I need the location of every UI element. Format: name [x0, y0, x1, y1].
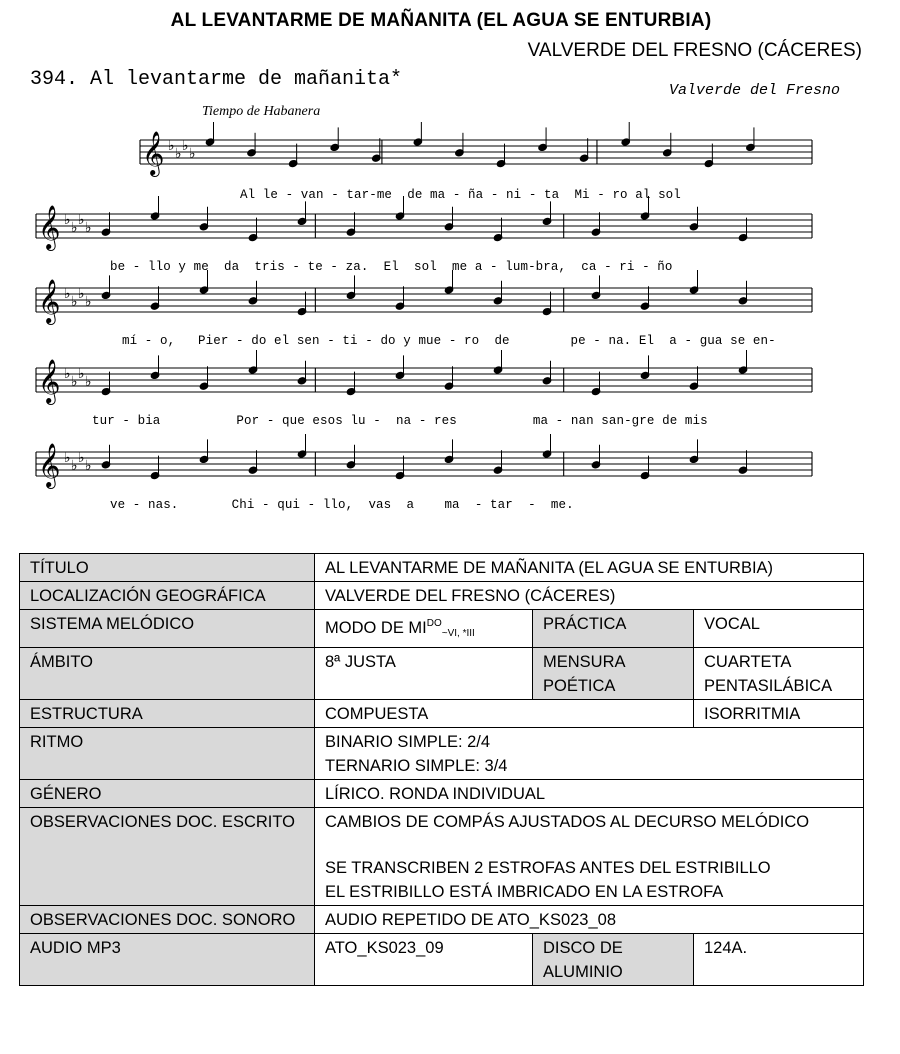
value-genero: LÍRICO. RONDA INDIVIDUAL — [315, 780, 864, 808]
value-obs-escrito — [315, 808, 864, 906]
row-titulo — [20, 554, 864, 582]
label-genero: GÉNERO — [20, 780, 315, 808]
flat-icon: ♭ — [78, 212, 85, 228]
value-sistema — [315, 610, 533, 648]
score-tempo: Tiempo de Habanera — [202, 104, 321, 119]
label-disco: DISCO DE ALUMINIO — [533, 934, 694, 986]
flat-icon: ♭ — [175, 146, 182, 162]
value-audio: ATO_KS023_09 — [315, 934, 533, 986]
flat-icon: ♭ — [85, 294, 92, 310]
lyric-line-5: ve - nas. Chi - qui - llo, vas a ma - tar - me. — [110, 498, 574, 512]
document-title: AL LEVANTARME DE MAÑANITA (EL AGUA SE ENTURBIA) — [170, 10, 712, 31]
label-ambito: ÁMBITO — [20, 648, 315, 700]
score-heading: 394. Al levantarme de mañanita* — [30, 68, 403, 91]
treble-clef-icon: 𝄞 — [38, 359, 61, 403]
flat-icon: ♭ — [71, 220, 78, 236]
value-sistema-sub: ~VI, *III — [441, 628, 475, 639]
value-sistema-sup: DO — [426, 618, 442, 629]
flat-icon: ♭ — [64, 212, 71, 228]
flat-icon: ♭ — [78, 366, 85, 382]
label-practica: PRÁCTICA — [533, 610, 694, 648]
value-ritmo — [315, 728, 864, 780]
flat-icon: ♭ — [78, 450, 85, 466]
value-titulo: AL LEVANTARME DE MAÑANITA (EL AGUA SE ENTURBIA) — [315, 554, 864, 582]
value-obs-sonoro: AUDIO REPETIDO DE ATO_KS023_08 — [315, 906, 864, 934]
value-sistema-main: MODO DE MI — [325, 619, 427, 637]
flat-icon: ♭ — [71, 294, 78, 310]
lyric-line-1: Al le - van - tar-me de ma - ña - ni - ta Mi - ro al sol — [240, 188, 681, 202]
lyric-line-2: be - llo y me da tris - te - za. El sol me a - lum-bra, ca - ri - ño — [110, 260, 673, 274]
lyric-line-4: tur - bia Por - que esos lu - na - res ma - nan san-gre de mis — [92, 414, 708, 428]
treble-clef-icon: 𝄞 — [38, 205, 61, 249]
metadata-table — [19, 553, 864, 986]
row-estructura — [20, 700, 864, 728]
flat-icon: ♭ — [78, 286, 85, 302]
label-obs-escrito: OBSERVACIONES DOC. ESCRITO — [20, 808, 315, 906]
label-mensura: MENSURA POÉTICA — [533, 648, 694, 700]
value-estructura: COMPUESTA — [315, 700, 694, 728]
flat-icon: ♭ — [182, 138, 189, 154]
value-practica: VOCAL — [694, 610, 864, 648]
flat-icon: ♭ — [85, 458, 92, 474]
value-obs-escrito-line2: SE TRANSCRIBEN 2 ESTROFAS ANTES DEL ESTRIBILLO — [325, 859, 771, 877]
score-origin: Valverde del Fresno — [668, 82, 840, 99]
document-place: VALVERDE DEL FRESNO (CÁCERES) — [527, 40, 862, 61]
row-audio — [20, 934, 864, 986]
lyric-line-3: mí - o, Pier - do el sen - ti - do y mue - ro de pe - na. El a - gua se en- — [122, 334, 776, 348]
treble-clef-icon: 𝄞 — [38, 279, 61, 323]
treble-clef-icon: 𝄞 — [142, 131, 165, 175]
value-ritmo-line1: BINARIO SIMPLE: 2/4 — [325, 733, 491, 751]
flat-icon: ♭ — [64, 450, 71, 466]
flat-icon: ♭ — [71, 458, 78, 474]
flat-icon: ♭ — [71, 374, 78, 390]
label-obs-sonoro: OBSERVACIONES DOC. SONORO — [20, 906, 315, 934]
row-localizacion — [20, 582, 864, 610]
label-sistema: SISTEMA MELÓDICO — [20, 610, 315, 648]
value-obs-escrito-line3: EL ESTRIBILLO ESTÁ IMBRICADO EN LA ESTROFA — [325, 883, 724, 901]
staff-system — [22, 64, 842, 524]
row-obs-escrito — [20, 808, 864, 906]
flat-icon: ♭ — [168, 138, 175, 154]
flat-icon: ♭ — [85, 220, 92, 236]
row-sistema — [20, 610, 864, 648]
value-ambito: 8ª JUSTA — [315, 648, 533, 700]
label-ritmo: RITMO — [20, 728, 315, 780]
flat-icon: ♭ — [64, 286, 71, 302]
row-genero — [20, 780, 864, 808]
flat-icon: ♭ — [189, 146, 196, 162]
music-score — [22, 64, 842, 524]
value-localizacion: VALVERDE DEL FRESNO (CÁCERES) — [315, 582, 864, 610]
value-ritmo-line2: TERNARIO SIMPLE: 3/4 — [325, 757, 508, 775]
flat-icon: ♭ — [64, 366, 71, 382]
label-titulo: TÍTULO — [20, 554, 315, 582]
label-audio: AUDIO MP3 — [20, 934, 315, 986]
value-obs-escrito-line1: CAMBIOS DE COMPÁS AJUSTADOS AL DECURSO MELÓDICO — [325, 813, 810, 831]
value-isorritmia: ISORRITMIA — [694, 700, 864, 728]
row-ritmo — [20, 728, 864, 780]
flat-icon: ♭ — [85, 374, 92, 390]
label-estructura: ESTRUCTURA — [20, 700, 315, 728]
row-obs-sonoro — [20, 906, 864, 934]
value-mensura: CUARTETA PENTASILÁBICA — [694, 648, 864, 700]
label-localizacion: LOCALIZACIÓN GEOGRÁFICA — [20, 582, 315, 610]
row-ambito — [20, 648, 864, 700]
treble-clef-icon: 𝄞 — [38, 443, 61, 487]
value-disco: 124A. — [694, 934, 864, 986]
